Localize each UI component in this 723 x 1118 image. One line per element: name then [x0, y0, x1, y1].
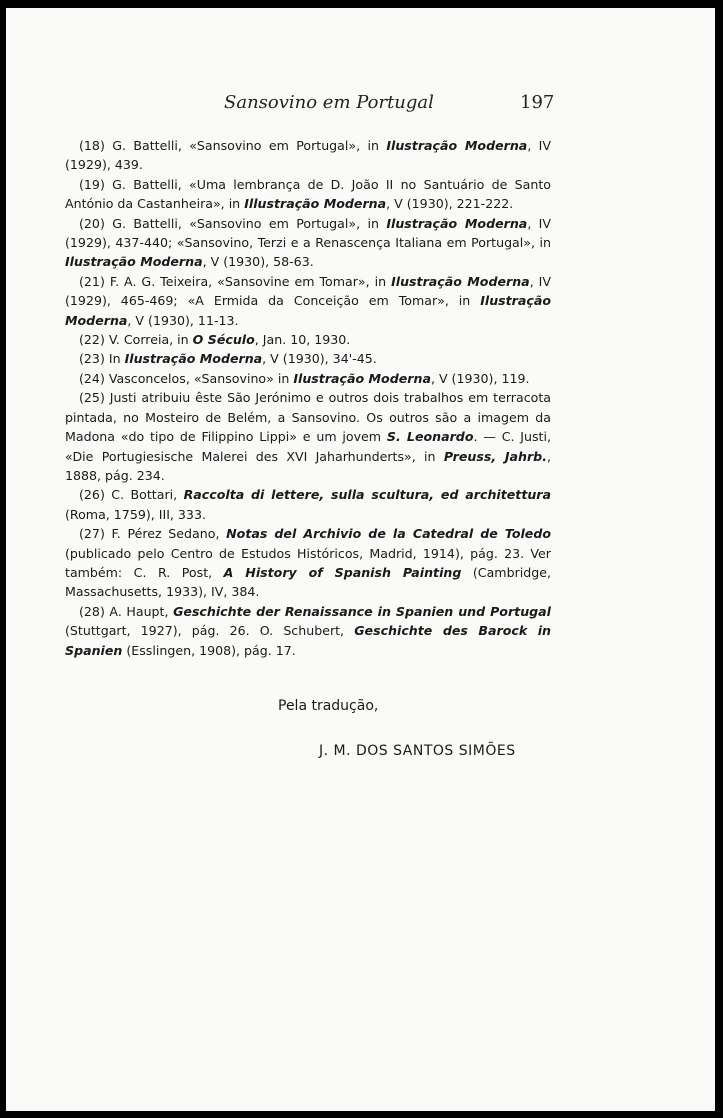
footnote-text: , Jan. 10, 1930.	[254, 332, 351, 348]
footnote-28	[65, 602, 551, 660]
footnote-citation-title: Preuss, Jahrb.	[443, 448, 547, 464]
footnote-citation-title: S. Leonardo	[386, 429, 474, 445]
footnote-text: F. Pérez Sedano,	[111, 526, 227, 542]
footnote-ref-number: (20)	[79, 215, 113, 231]
footnote-25	[65, 388, 551, 485]
footnote-citation-title: Ilustração Moderna	[124, 351, 263, 367]
footnote-ref-number: (26)	[79, 487, 112, 503]
footnote-text: , V (1930), 58-63.	[202, 254, 314, 270]
footnote-citation-title: O Século	[192, 332, 255, 348]
footnote-ref-number: (28)	[79, 603, 110, 619]
footnote-text: (Roma, 1759), III, 333.	[65, 506, 206, 522]
footnote-22	[65, 330, 551, 349]
footnote-text: , IV (1929), 439.	[65, 138, 552, 173]
footnote-text: , V (1930), 221-222.	[386, 196, 514, 212]
footnote-citation-title: Ilustração Moderna	[65, 293, 551, 328]
footnote-text: G. Battelli, «Uma lembrança de D. João II no Santuário de Santo António da Castanheira», in	[65, 176, 551, 212]
footnote-19	[65, 175, 551, 214]
footnote-ref-number: (23)	[79, 351, 109, 367]
footnote-text: , 1888, pág. 234.	[65, 448, 551, 483]
footnote-citation-title: Illustração Moderna	[244, 196, 387, 212]
footnote-26	[65, 485, 551, 524]
footnote-text: , V (1930), 11-13.	[127, 312, 239, 328]
footnote-text: C. Bottari,	[111, 487, 184, 503]
footnote-text: , V (1930), 119.	[430, 370, 530, 386]
footnote-text: V. Correia, in	[108, 332, 193, 348]
footnote-ref-number: (22)	[79, 332, 109, 348]
footnote-text: (Cambridge, Massachusetts, 1933), IV, 384.	[65, 564, 551, 600]
footnote-ref-number: (19)	[79, 176, 113, 192]
translation-credit: Pela tradução,	[278, 698, 379, 714]
footnotes-list	[65, 136, 551, 660]
footnote-text: (Esslingen, 1908), pág. 17.	[122, 642, 296, 658]
footnote-citation-title: Ilustração Moderna	[386, 215, 528, 231]
footnote-ref-number: (21)	[79, 273, 110, 289]
footnote-text: (publicado pelo Centro de Estudos Históricos, Madrid, 1914), pág. 23. Ver também: C. R. Post,	[65, 545, 551, 580]
footnote-27	[65, 524, 551, 602]
footnote-21	[65, 272, 551, 330]
book-page	[6, 8, 715, 1111]
footnote-citation-title: Ilustração Moderna	[65, 254, 203, 270]
footnote-text: , IV (1929), 437-440; «Sansovino, Terzi e a Renascença Italiana em Portugal», in	[65, 215, 552, 251]
footnote-ref-number: (24)	[79, 370, 109, 386]
footnote-ref-number: (18)	[79, 138, 113, 153]
footnote-text: F. A. G. Teixeira, «Sansovine em Tomar», in	[109, 273, 392, 289]
footnote-text: Justi atribuiu êste São Jerónimo e outros dois trabalhos em terracota pintada, no Mosteiro de Belém, a Sansovino. Os outros são a imagem da Madona «do tipo de Filippino Lippi» e um jovem	[65, 390, 551, 445]
footnote-text: G. Battelli, «Sansovino em Portugal», in	[112, 138, 387, 153]
footnote-citation-title: Ilustração Moderna	[391, 273, 530, 289]
footnote-text: . — C. Justi, «Die Portugiesische Malerei des XVI Jaharhunderts», in	[65, 429, 551, 464]
footnote-24	[65, 369, 551, 388]
footnote-citation-title: A History of Spanish Painting	[223, 564, 462, 580]
footnote-citation-title: Ilustração Moderna	[386, 138, 528, 153]
footnote-ref-number: (25)	[79, 390, 110, 406]
footnote-text: (Stuttgart, 1927), pág. 26. O. Schubert,	[65, 623, 355, 639]
footnote-text: , V (1930), 34'-45.	[262, 351, 377, 367]
footnote-23	[65, 349, 551, 368]
footnote-text: G. Battelli, «Sansovino em Portugal», in	[112, 215, 387, 231]
footnote-citation-title: Notas del Archivio de la Catedral de Toledo	[226, 526, 552, 542]
footnote-text: , IV (1929), 465-469; «A Ermida da Conceição em Tomar», in	[65, 273, 552, 309]
footnote-ref-number: (27)	[79, 526, 112, 542]
footnote-citation-title: Raccolta di lettere, sulla scultura, ed architettura	[183, 487, 552, 503]
footnote-text: Vasconcelos, «Sansovino» in	[108, 370, 294, 386]
running-title: Sansovino em Portugal	[224, 92, 434, 113]
footnote-citation-title: Geschichte der Renaissance in Spanien und Portugal	[173, 603, 551, 619]
footnote-citation-title: Geschichte des Barock in Spanien	[65, 623, 552, 658]
footnote-18	[65, 136, 551, 175]
translator-signature: J. M. DOS SANTOS SIMÕES	[319, 743, 516, 759]
footnote-20	[65, 214, 551, 272]
footnote-text: In	[108, 351, 125, 367]
footnote-citation-title: Ilustração Moderna	[293, 370, 431, 386]
page-number: 197	[520, 92, 555, 113]
footnote-text: A. Haupt,	[109, 603, 174, 619]
